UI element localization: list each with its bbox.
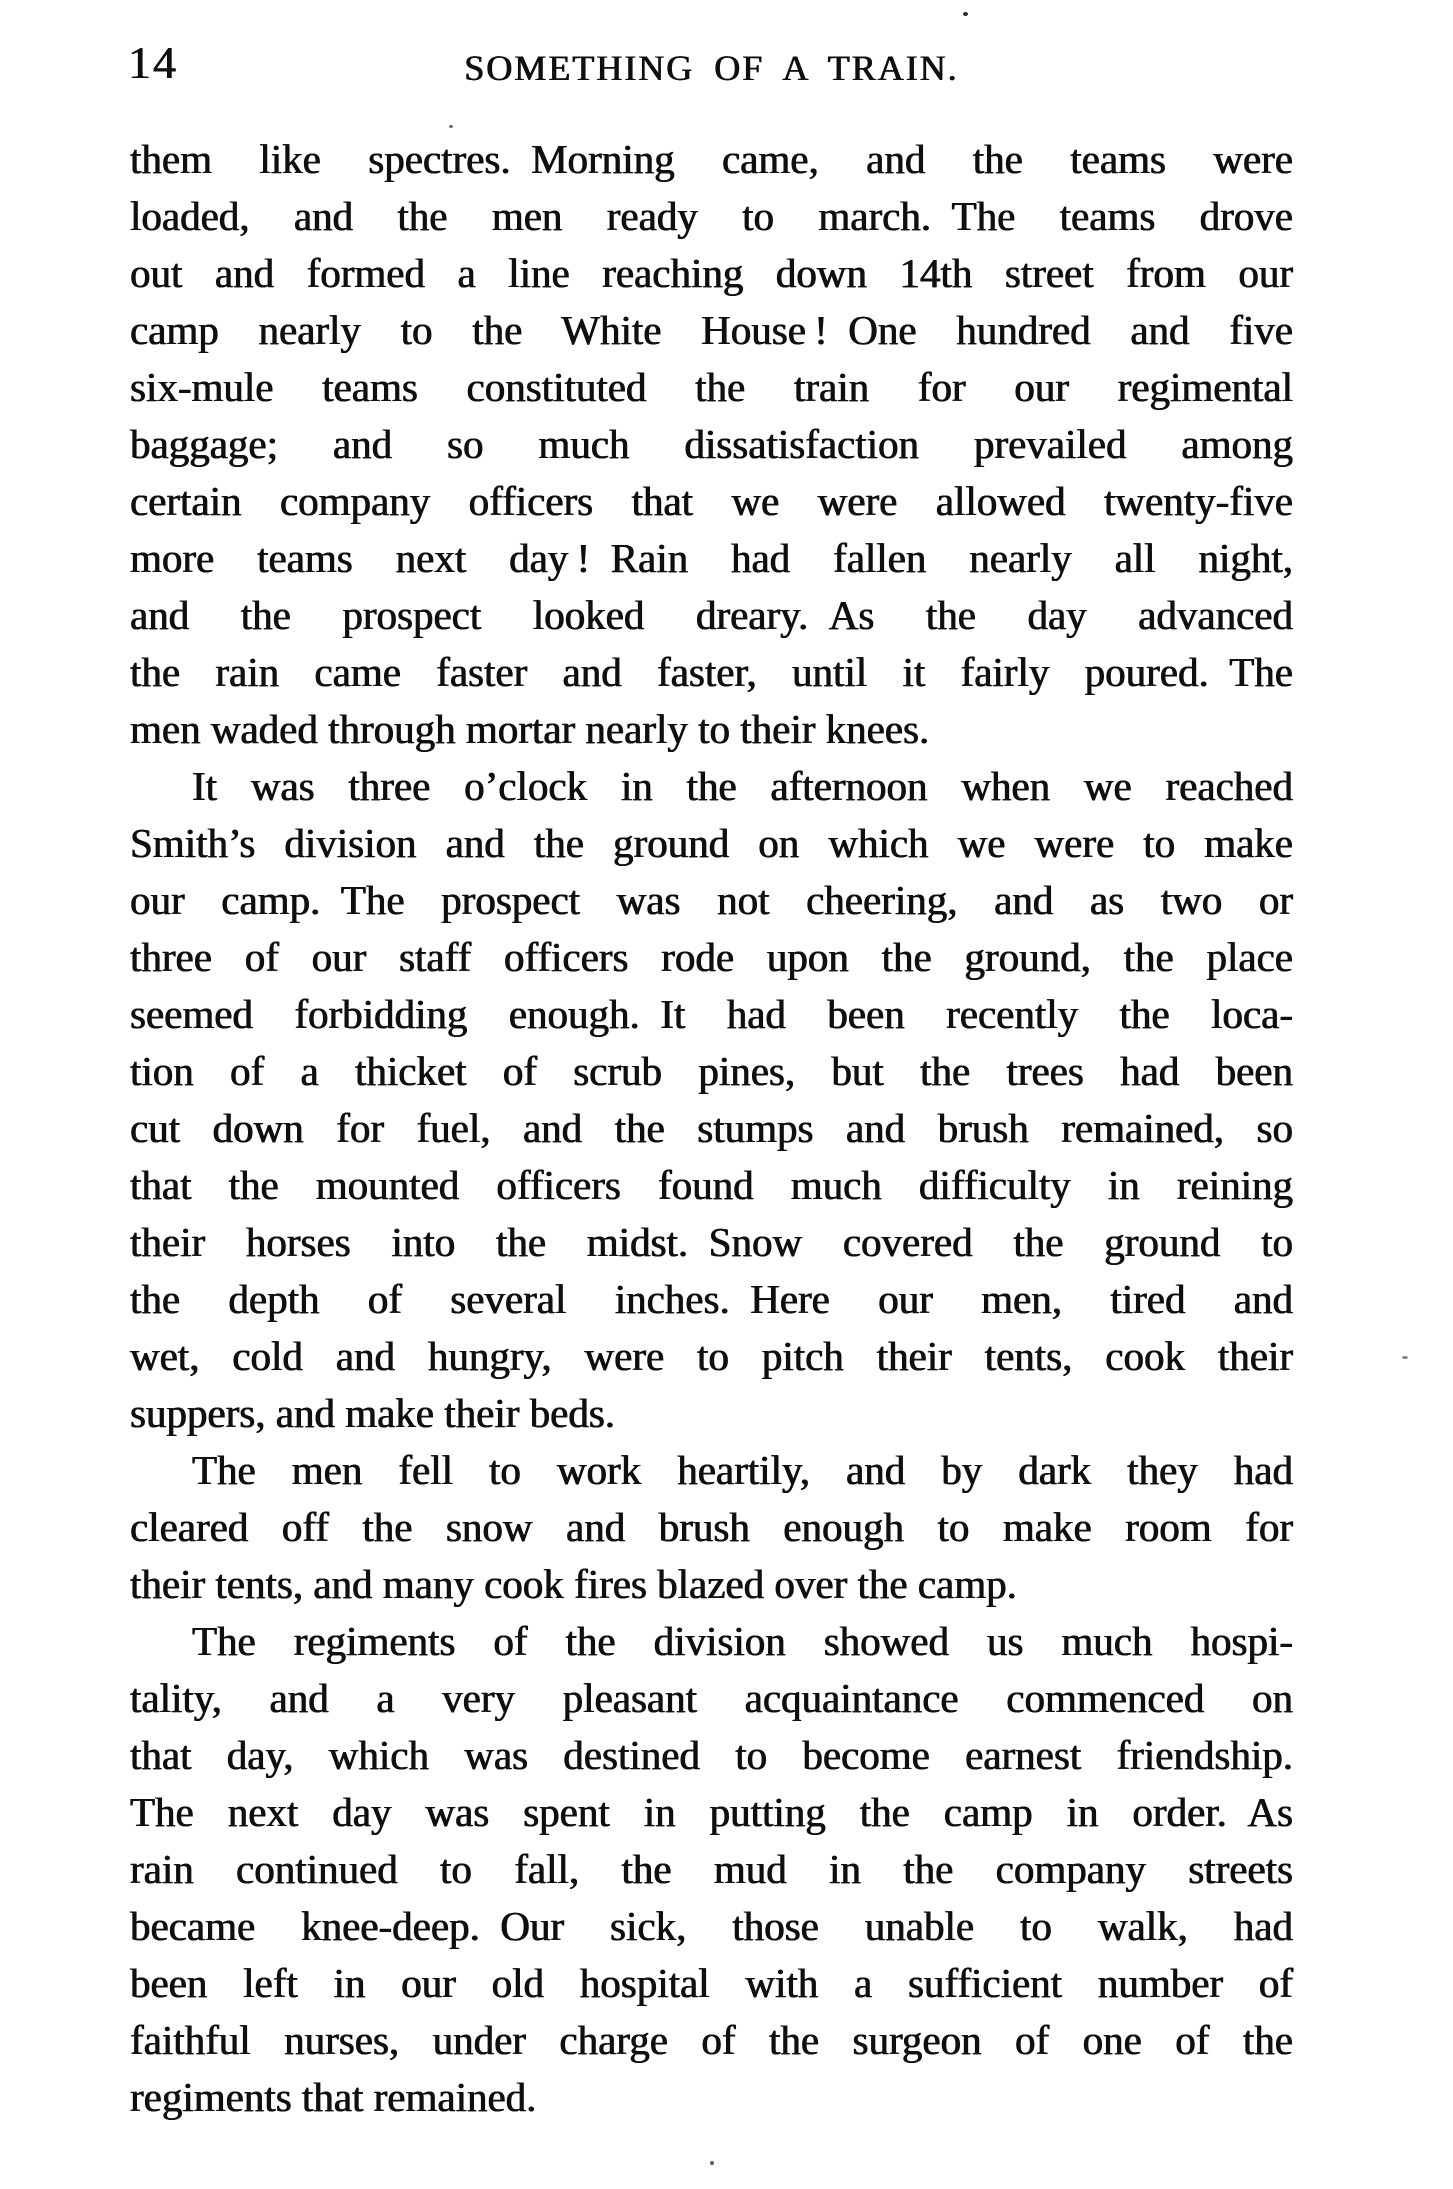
- text-line: three of our staff officers rode upon the ground, the place: [130, 934, 1293, 980]
- text-line: six-mule teams constituted the train for our regimental: [130, 364, 1293, 410]
- text-line: became knee-deep. Our sick, those unable to walk, had: [130, 1903, 1293, 1949]
- text-line: their tents, and many cook fires blazed over the camp.: [130, 1561, 1017, 1607]
- scan-speck: [710, 2161, 714, 2165]
- text-line: their horses into the midst. Snow covered the ground to: [130, 1219, 1293, 1265]
- text-line: baggage; and so much dissatisfaction prevailed among: [130, 421, 1293, 467]
- text-line: and the prospect looked dreary. As the day advanced: [130, 592, 1293, 638]
- text-line: regiments that remained.: [130, 2074, 537, 2120]
- text-line: rain continued to fall, the mud in the company streets: [130, 1846, 1293, 1892]
- text-line: tality, and a very pleasant acquaintance commenced on: [130, 1675, 1293, 1721]
- text-line: The men fell to work heartily, and by dark they had: [192, 1447, 1293, 1493]
- scan-speck: [963, 12, 968, 16]
- text-line: the depth of several inches. Here our men, tired and: [130, 1276, 1293, 1322]
- scan-speck: [449, 125, 453, 128]
- scan-speck: [1402, 1356, 1408, 1359]
- text-line: out and formed a line reaching down 14th street from our: [130, 250, 1293, 296]
- text-line: our camp. The prospect was not cheering, and as two or: [130, 877, 1293, 923]
- paragraph: [130, 131, 1293, 758]
- text-line: camp nearly to the White House ! One hundred and five: [130, 307, 1293, 353]
- text-line: cleared off the snow and brush enough to make room for: [130, 1504, 1293, 1550]
- text-line: cut down for fuel, and the stumps and brush remained, so: [130, 1105, 1293, 1151]
- text-line: them like spectres. Morning came, and the teams were: [130, 136, 1293, 182]
- text-line: the rain came faster and faster, until it fairly poured. The: [130, 649, 1293, 695]
- text-line: certain company officers that we were allowed twenty-five: [130, 478, 1293, 524]
- paragraph: [130, 758, 1293, 1442]
- text-line: that day, which was destined to become earnest friendship.: [130, 1732, 1293, 1778]
- text-line: seemed forbidding enough. It had been recently the loca-: [130, 991, 1293, 1037]
- text-line: Smith’s division and the ground on which we were to make: [130, 820, 1293, 866]
- text-line: more teams next day ! Rain had fallen nearly all night,: [130, 535, 1293, 581]
- text-line: suppers, and make their beds.: [130, 1390, 616, 1436]
- text-line: faithful nurses, under charge of the surgeon of one of the: [130, 2017, 1293, 2063]
- text-line: wet, cold and hungry, were to pitch their tents, cook their: [130, 1333, 1293, 1379]
- text-line: that the mounted officers found much difficulty in reining: [130, 1162, 1293, 1208]
- running-header: SOMETHING OF A TRAIN.: [464, 48, 959, 88]
- text-line: The regiments of the division showed us much hospi-: [192, 1618, 1293, 1664]
- paragraph: [130, 1613, 1293, 2126]
- text-line: tion of a thicket of scrub pines, but the trees had been: [130, 1048, 1293, 1094]
- text-line: loaded, and the men ready to march. The teams drove: [130, 193, 1293, 239]
- text-line: The next day was spent in putting the camp in order. As: [130, 1789, 1293, 1835]
- text-line: been left in our old hospital with a sufficient number of: [130, 1960, 1293, 2006]
- paragraph: [130, 1442, 1293, 1613]
- text-line: It was three o’clock in the afternoon when we reached: [192, 763, 1293, 809]
- page-number: 14: [128, 37, 178, 88]
- text-line: men waded through mortar nearly to their knees.: [130, 706, 930, 752]
- page-body: [130, 131, 1293, 2126]
